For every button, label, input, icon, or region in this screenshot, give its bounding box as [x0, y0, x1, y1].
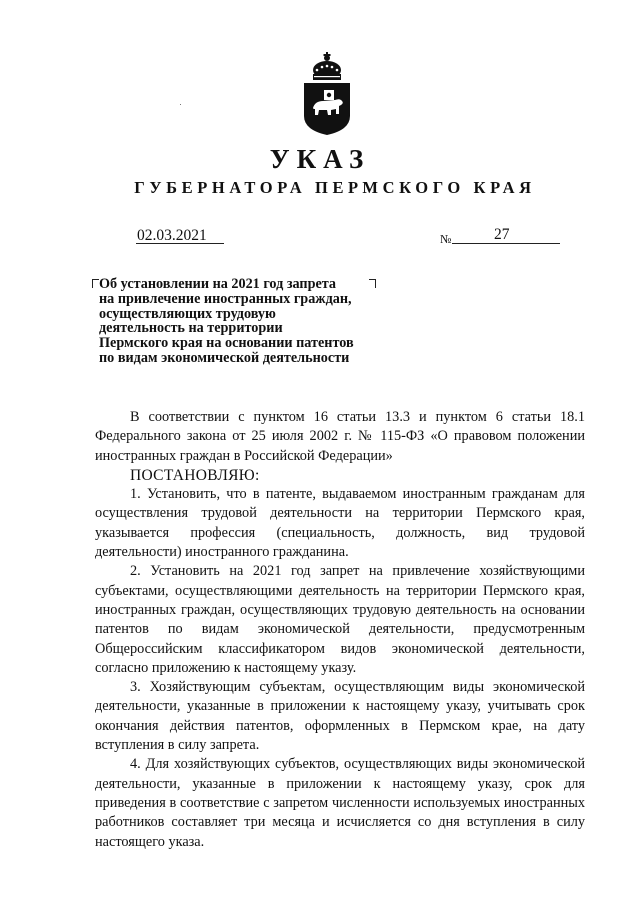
item-4: 4. Для хозяйствующих субъектов, осуществляющих виды экономической деятельности, указанные в приложении к настоящему указу, срок для приведения в соответствие с запретом численности используемых иностранных работников составляет три месяца и исчисляется со дня вступления в силу настоящего указа. — [95, 756, 585, 850]
document-body — [95, 408, 585, 852]
preamble: В соответствии с пунктом 16 статьи 13.3 и пунктом 6 статьи 18.1 Федерального закона от 25 июля 2002 г. № 115-ФЗ «О правовом положении иностранных граждан в Российской Федерации» — [95, 409, 585, 464]
heading-corner-left — [92, 279, 99, 288]
heading-line: на привлечение иностранных граждан, — [99, 290, 352, 307]
item-3: 3. Хозяйствующим субъектам, осуществляющим виды экономической деятельности, указанные в приложении к настоящему указу, учитывать срок окончания действия патентов, оформленных в Пермском крае, на дату вступления в силу запрета. — [95, 679, 585, 754]
heading-line: Об установлении на 2021 год запрета — [99, 276, 337, 292]
number-sign: № — [440, 232, 452, 246]
scan-speck — [180, 104, 181, 105]
heading-line: Пермского края на основании патентов — [99, 335, 354, 352]
document-title: УКАЗ — [269, 144, 371, 174]
item-2: 2. Установить на 2021 год запрет на привлечение хозяйствующими субъектами, осуществляющими деятельность на территории Пермского края, иностранных граждан, осуществляющих трудовую деятельность на основании патентов по видам экономической деятельности, предусмотренным Общероссийским классификатором видов экономической деятельности, согласно приложению к настоящему указу. — [95, 563, 585, 676]
heading-line: по видам экономической деятельности — [99, 349, 350, 366]
coat-of-arms-icon — [301, 52, 353, 136]
document-number: 27 — [494, 226, 510, 243]
decree-word: ПОСТАНОВЛЯЮ: — [130, 466, 260, 484]
document-subtitle: ГУБЕРНАТОРА ПЕРМСКОГО КРАЯ — [134, 178, 536, 197]
heading-line: деятельность на территории — [99, 320, 283, 337]
document-date: 02.03.2021 — [137, 227, 207, 244]
number-underline — [452, 243, 560, 244]
date-underline — [136, 243, 224, 244]
heading-line: осуществляющих трудовую — [99, 305, 276, 322]
item-1: 1. Установить, что в патенте, выдаваемом иностранным гражданам для осуществления трудовой деятельности на территории Пермского края, указывается профессия (специальность, должность, вид трудовой деятельности) иностранного гражданина. — [95, 486, 585, 561]
document-heading — [99, 277, 399, 366]
